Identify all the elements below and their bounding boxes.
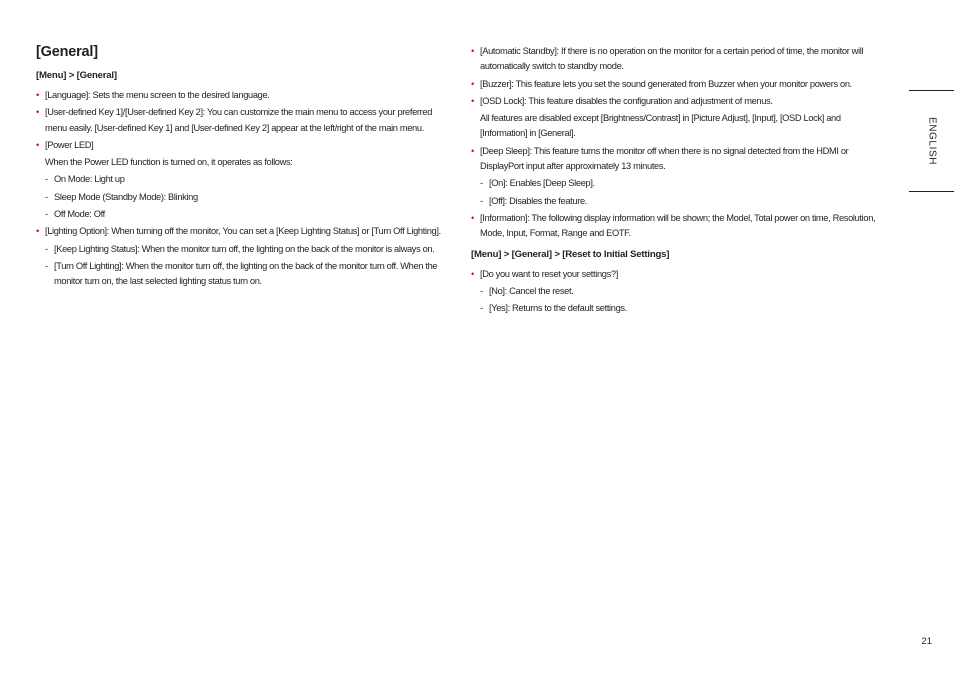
- item-reset-question: • [Do you want to reset your settings?]: [471, 267, 885, 282]
- page-number: 21: [921, 636, 932, 647]
- item-lighting-option: • [Lighting Option]: When turning off the monitor, You can set a [Keep Lighting Status] or [Turn Off Lighting].: [36, 224, 450, 239]
- language-tab: [909, 90, 954, 192]
- section-title: [General]: [36, 44, 98, 60]
- right-column: [471, 44, 885, 318]
- deep-sleep-off: - [Off]: Disables the feature.: [471, 194, 885, 209]
- osd-lock-description: All features are disabled except [Brightness/Contrast] in [Picture Adjust], [Input], [OSD Lock] and [Information] in [General].: [480, 113, 841, 139]
- reset-no: - [No]: Cancel the reset.: [471, 284, 885, 299]
- item-osd-lock: • [OSD Lock]: This feature disables the configuration and adjustment of menus.: [471, 94, 885, 109]
- item-buzzer: • [Buzzer]: This feature lets you set the sound generated from Buzzer when your monitor powers on.: [471, 77, 885, 92]
- language-label: ENGLISH: [926, 116, 937, 166]
- power-led-off-mode: - Off Mode: Off: [36, 207, 450, 222]
- item-user-defined-key: • [User-defined Key 1]/[User-defined Key 2]: You can customize the main menu to access your preferred menu easily. [User-defined Key 1] and [User-defined Key 2] appear at the left/right of the main menu.: [36, 105, 450, 136]
- power-led-sleep-mode: - Sleep Mode (Standby Mode): Blinking: [36, 190, 450, 205]
- item-deep-sleep: • [Deep Sleep]: This feature turns the monitor off when there is no signal detected from the HDMI or DisplayPort input after approximately 13 minutes.: [471, 144, 885, 175]
- menu-path-general: [Menu] > [General]: [36, 70, 117, 81]
- deep-sleep-on: - [On]: Enables [Deep Sleep].: [471, 176, 885, 191]
- power-led-on-mode: - On Mode: Light up: [36, 172, 450, 187]
- reset-yes: - [Yes]: Returns to the default settings.: [471, 301, 885, 316]
- lighting-turn-off: - [Turn Off Lighting]: When the monitor turn off, the lighting on the back of the monitor turn off. When the monitor turn on, the last selected lighting status turn on.: [36, 259, 450, 290]
- left-column: [36, 44, 450, 292]
- power-led-description: When the Power LED function is turned on, it operates as follows:: [45, 157, 293, 168]
- lighting-keep-status: - [Keep Lighting Status]: When the monitor turn off, the lighting on the back of the monitor is always on.: [36, 242, 450, 257]
- item-automatic-standby: • [Automatic Standby]: If there is no operation on the monitor for a certain period of time, the monitor will automatically switch to standby mode.: [471, 44, 885, 75]
- menu-path-reset: [Menu] > [General] > [Reset to Initial Settings]: [471, 248, 670, 260]
- item-language: • [Language]: Sets the menu screen to the desired language.: [36, 88, 450, 103]
- item-information: • [Information]: The following display information will be shown; the Model, Total power on time, Resolution, Mode, Input, Format, Range and EOTF.: [471, 211, 885, 242]
- item-power-led: • [Power LED]: [36, 138, 450, 153]
